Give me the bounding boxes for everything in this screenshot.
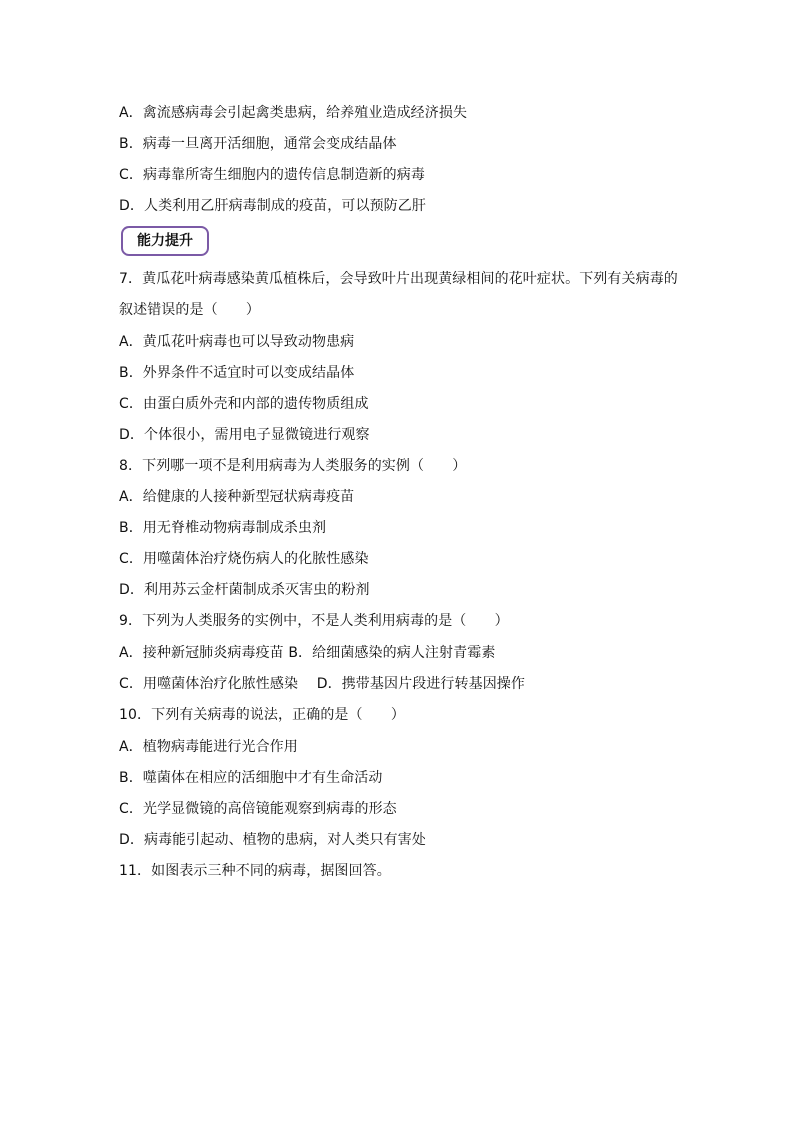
option-6c: C．病毒靠所寄生细胞内的遗传信息制造新的病毒 <box>119 167 425 183</box>
question-7-stem-line2: 叙述错误的是（ ） <box>119 302 260 318</box>
question-7-stem-line1: 7．黄瓜花叶病毒感染黄瓜植株后，会导致叶片出现黄绿相间的花叶症状。下列有关病毒的 <box>119 271 678 287</box>
options-9-line2: C．用噬菌体治疗化脓性感染 D．携带基因片段进行转基因操作 <box>119 676 526 692</box>
option-10c: C．光学显微镜的高倍镜能观察到病毒的形态 <box>119 801 397 817</box>
option-10a: A．植物病毒能进行光合作用 <box>119 739 298 755</box>
option-8a: A．给健康的人接种新型冠状病毒疫苗 <box>119 489 355 505</box>
option-6a: A．禽流感病毒会引起禽类患病，给养殖业造成经济损失 <box>119 105 468 121</box>
question-8-stem: 8．下列哪一项不是利用病毒为人类服务的实例（ ） <box>119 458 467 474</box>
option-6b: B．病毒一旦离开活细胞，通常会变成结晶体 <box>119 136 397 152</box>
option-8b: B．用无脊椎动物病毒制成杀虫剂 <box>119 520 327 536</box>
option-7a: A．黄瓜花叶病毒也可以导致动物患病 <box>119 334 355 350</box>
options-9-line1: A．接种新冠肺炎病毒疫苗 B．给细菌感染的病人注射青霉素 <box>119 645 496 661</box>
question-9-stem: 9．下列为人类服务的实例中，不是人类利用病毒的是（ ） <box>119 613 509 629</box>
option-6d: D．人类利用乙肝病毒制成的疫苗，可以预防乙肝 <box>119 198 426 214</box>
question-11-stem: 11．如图表示三种不同的病毒，据图回答。 <box>119 863 391 879</box>
option-10d: D．病毒能引起动、植物的患病，对人类只有害处 <box>119 832 426 848</box>
option-8d: D．利用苏云金杆菌制成杀灭害虫的粉剂 <box>119 582 370 598</box>
section-badge: 能力提升 <box>121 226 209 256</box>
question-10-stem: 10．下列有关病毒的说法，正确的是（ ） <box>119 707 405 723</box>
option-7d: D．个体很小，需用电子显微镜进行观察 <box>119 427 370 443</box>
option-8c: C．用噬菌体治疗烧伤病人的化脓性感染 <box>119 551 369 567</box>
option-7b: B．外界条件不适宜时可以变成结晶体 <box>119 365 355 381</box>
option-7c: C．由蛋白质外壳和内部的遗传物质组成 <box>119 396 369 412</box>
option-10b: B．噬菌体在相应的活细胞中才有生命活动 <box>119 770 383 786</box>
